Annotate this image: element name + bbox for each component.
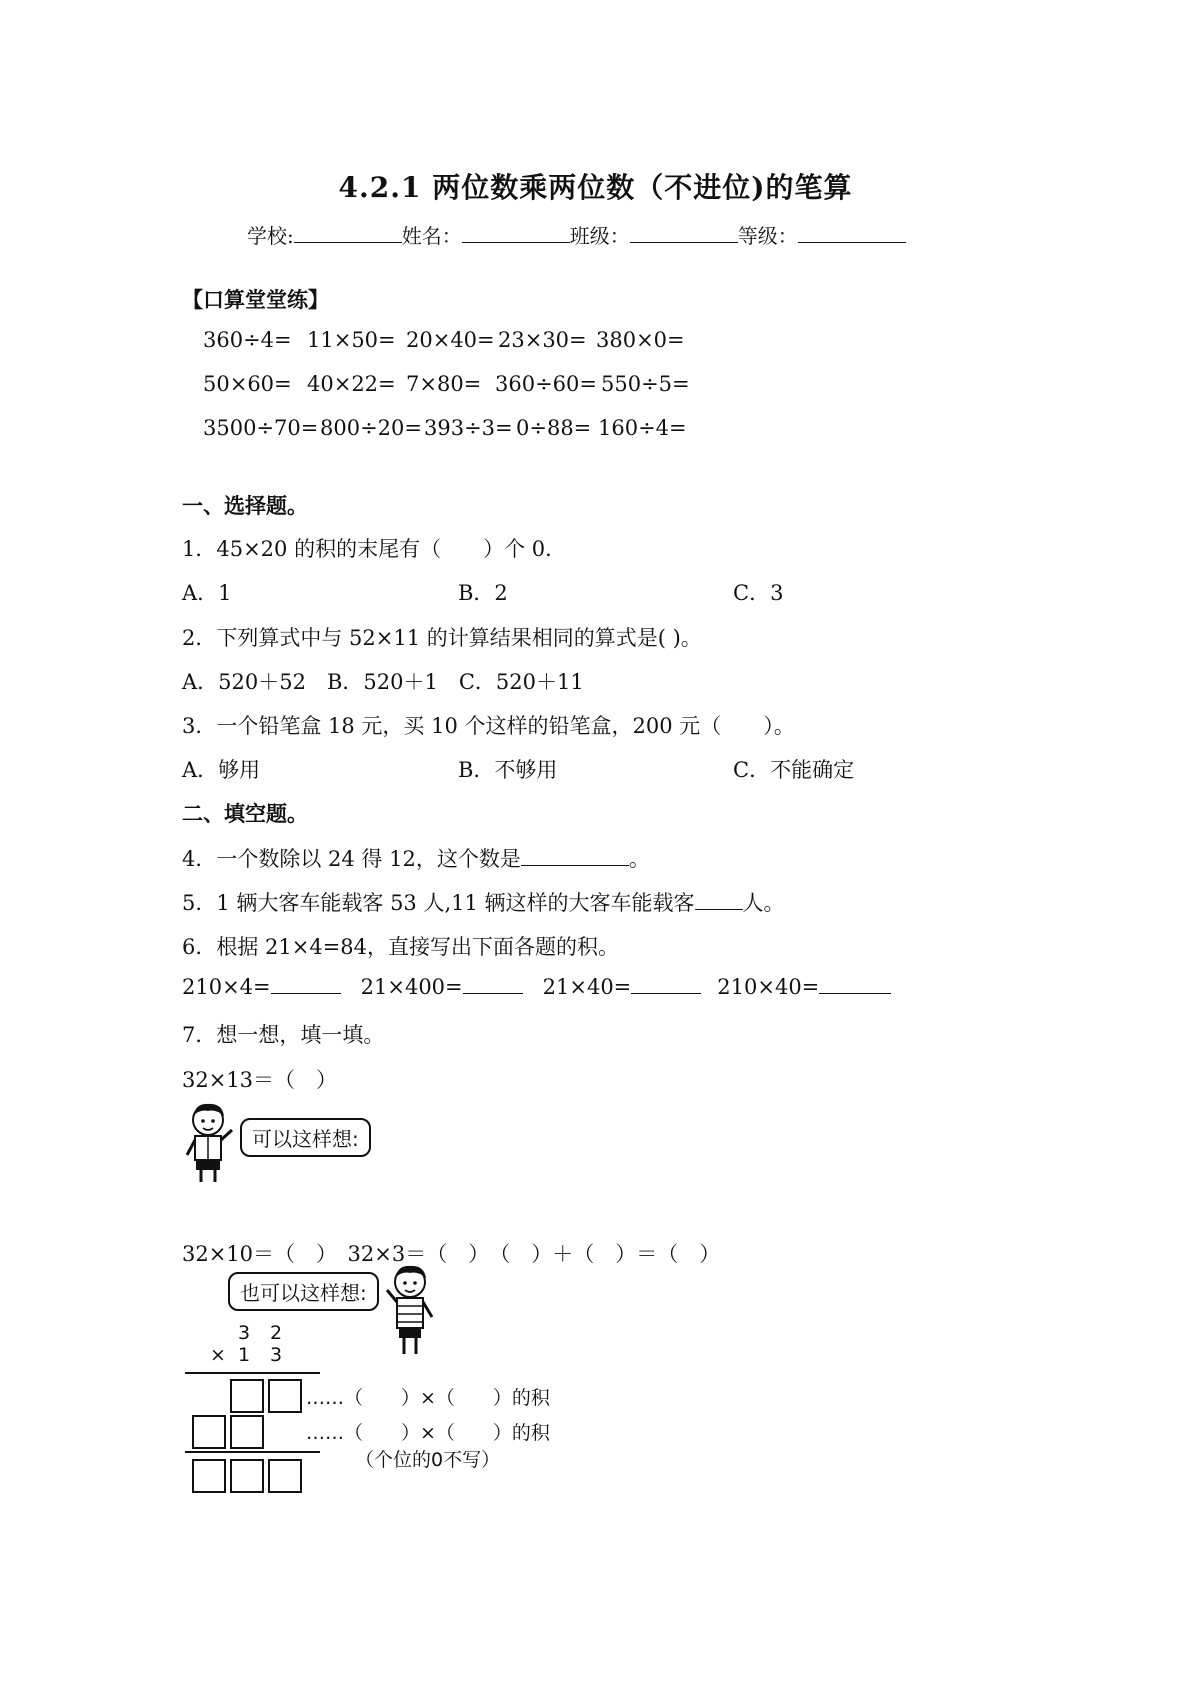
grade-label: 等级： bbox=[737, 224, 798, 248]
oral-item: 360÷4= bbox=[203, 328, 292, 352]
oral-item: 40×22= bbox=[307, 372, 396, 396]
thought-bubble-1: 可以这样想: bbox=[240, 1118, 371, 1157]
oral-item: 360÷60= bbox=[495, 372, 597, 396]
q6-item: 21×40= bbox=[542, 975, 632, 999]
boy-illustration-1 bbox=[180, 1100, 240, 1186]
oral-item: 393÷3= bbox=[424, 416, 513, 440]
q1-option-c[interactable]: C．3 bbox=[733, 581, 784, 605]
thought-bubble-2: 也可以这样想: bbox=[228, 1272, 379, 1311]
section1-heading: 一、选择题。 bbox=[182, 494, 308, 518]
answer-box[interactable] bbox=[230, 1415, 264, 1449]
q2-text: 2．下列算式中与 52×11 的计算结果相同的算式是( )。 bbox=[182, 626, 702, 650]
answer-box[interactable] bbox=[268, 1459, 302, 1493]
q6-blank[interactable] bbox=[631, 975, 701, 994]
mult-top-digit: 3 bbox=[238, 1322, 251, 1344]
class-blank[interactable] bbox=[630, 224, 738, 243]
q5-end: 人。 bbox=[742, 891, 785, 915]
boy-illustration-2 bbox=[382, 1262, 442, 1358]
q7-text: 7．想一想，填一填。 bbox=[182, 1023, 385, 1047]
row1-note: ……（ ）×（ ）的积 bbox=[306, 1387, 550, 1409]
q6-item: 210×4= bbox=[182, 975, 271, 999]
q4-end: 。 bbox=[628, 847, 650, 871]
name-label: 姓名： bbox=[401, 224, 462, 248]
answer-box[interactable] bbox=[192, 1415, 226, 1449]
q4-answer-blank[interactable] bbox=[521, 847, 629, 866]
oral-item: 380×0= bbox=[596, 328, 685, 352]
q5-answer-blank[interactable] bbox=[695, 891, 743, 910]
q1-option-a[interactable]: A．1 bbox=[182, 581, 232, 605]
oral-item: 50×60= bbox=[203, 372, 292, 396]
class-label: 班级： bbox=[569, 224, 630, 248]
answer-box[interactable] bbox=[230, 1459, 264, 1493]
oral-item: 0÷88= bbox=[516, 416, 592, 440]
mult-bottom-digit: 3 bbox=[270, 1344, 283, 1366]
q5-text: 5．1 辆大客车能载客 53 人,11 辆这样的大客车能载客 bbox=[182, 891, 695, 915]
q3-option-c[interactable]: C．不能确定 bbox=[733, 758, 855, 782]
oral-item: 550÷5= bbox=[601, 372, 690, 396]
grade-blank[interactable] bbox=[798, 224, 906, 243]
mult-times-sign: × bbox=[210, 1344, 226, 1366]
q3-option-a[interactable]: A．够用 bbox=[182, 758, 261, 782]
q1-option-b[interactable]: B．2 bbox=[458, 581, 508, 605]
q6-blank[interactable] bbox=[819, 975, 891, 994]
q6-text: 6．根据 21×4=84，直接写出下面各题的积。 bbox=[182, 935, 620, 959]
section2-heading: 二、填空题。 bbox=[182, 802, 308, 826]
page-title: 4.2.1 两位数乘两位数（不进位)的笔算 bbox=[338, 171, 853, 204]
mult-rule-2 bbox=[185, 1451, 320, 1453]
school-blank[interactable] bbox=[294, 224, 402, 243]
answer-box[interactable] bbox=[268, 1379, 302, 1413]
school-label: 学校: bbox=[247, 224, 294, 248]
q3-text: 3．一个铅笔盒 18 元，买 10 个这样的铅笔盒，200 元（ ）。 bbox=[182, 714, 795, 738]
q2-options[interactable]: A．520＋52 B．520＋1 C．520＋11 bbox=[182, 670, 584, 694]
q5-line bbox=[182, 887, 785, 917]
q6-blank[interactable] bbox=[463, 975, 523, 994]
q6-items bbox=[182, 975, 891, 999]
answer-box[interactable] bbox=[192, 1459, 226, 1493]
q4-text: 4．一个数除以 24 得 12，这个数是 bbox=[182, 847, 521, 871]
oral-item: 3500÷70= bbox=[203, 416, 319, 440]
q6-item: 21×400= bbox=[360, 975, 463, 999]
q7-step-line[interactable]: 32×10＝（ ） 32×3＝（ ） （ ）＋（ ）＝（ ） bbox=[182, 1242, 721, 1266]
q7-equation[interactable]: 32×13＝（ ） bbox=[182, 1068, 338, 1092]
q1-text: 1．45×20 的积的末尾有（ ）个 0． bbox=[182, 537, 567, 561]
oral-item: 23×30= bbox=[498, 328, 587, 352]
mult-rule-1 bbox=[185, 1372, 320, 1374]
q6-blank[interactable] bbox=[271, 975, 341, 994]
oral-item: 160÷4= bbox=[598, 416, 687, 440]
q6-item: 210×40= bbox=[717, 975, 820, 999]
q3-option-b[interactable]: B．不够用 bbox=[458, 758, 558, 782]
mult-top-digit: 2 bbox=[270, 1322, 283, 1344]
student-info-line bbox=[247, 220, 906, 249]
oral-item: 11×50= bbox=[307, 328, 396, 352]
oral-item: 7×80= bbox=[406, 372, 482, 396]
mult-bottom-digit: 1 bbox=[238, 1344, 251, 1366]
row2-note: ……（ ）×（ ）的积 bbox=[306, 1422, 550, 1444]
answer-box[interactable] bbox=[230, 1379, 264, 1413]
row2-subnote: （个位的0不写） bbox=[355, 1449, 501, 1471]
q4-line bbox=[182, 843, 650, 873]
name-blank[interactable] bbox=[462, 224, 570, 243]
oral-heading: 【口算堂堂练】 bbox=[182, 288, 329, 312]
oral-item: 20×40= bbox=[406, 328, 495, 352]
oral-item: 800÷20= bbox=[320, 416, 422, 440]
